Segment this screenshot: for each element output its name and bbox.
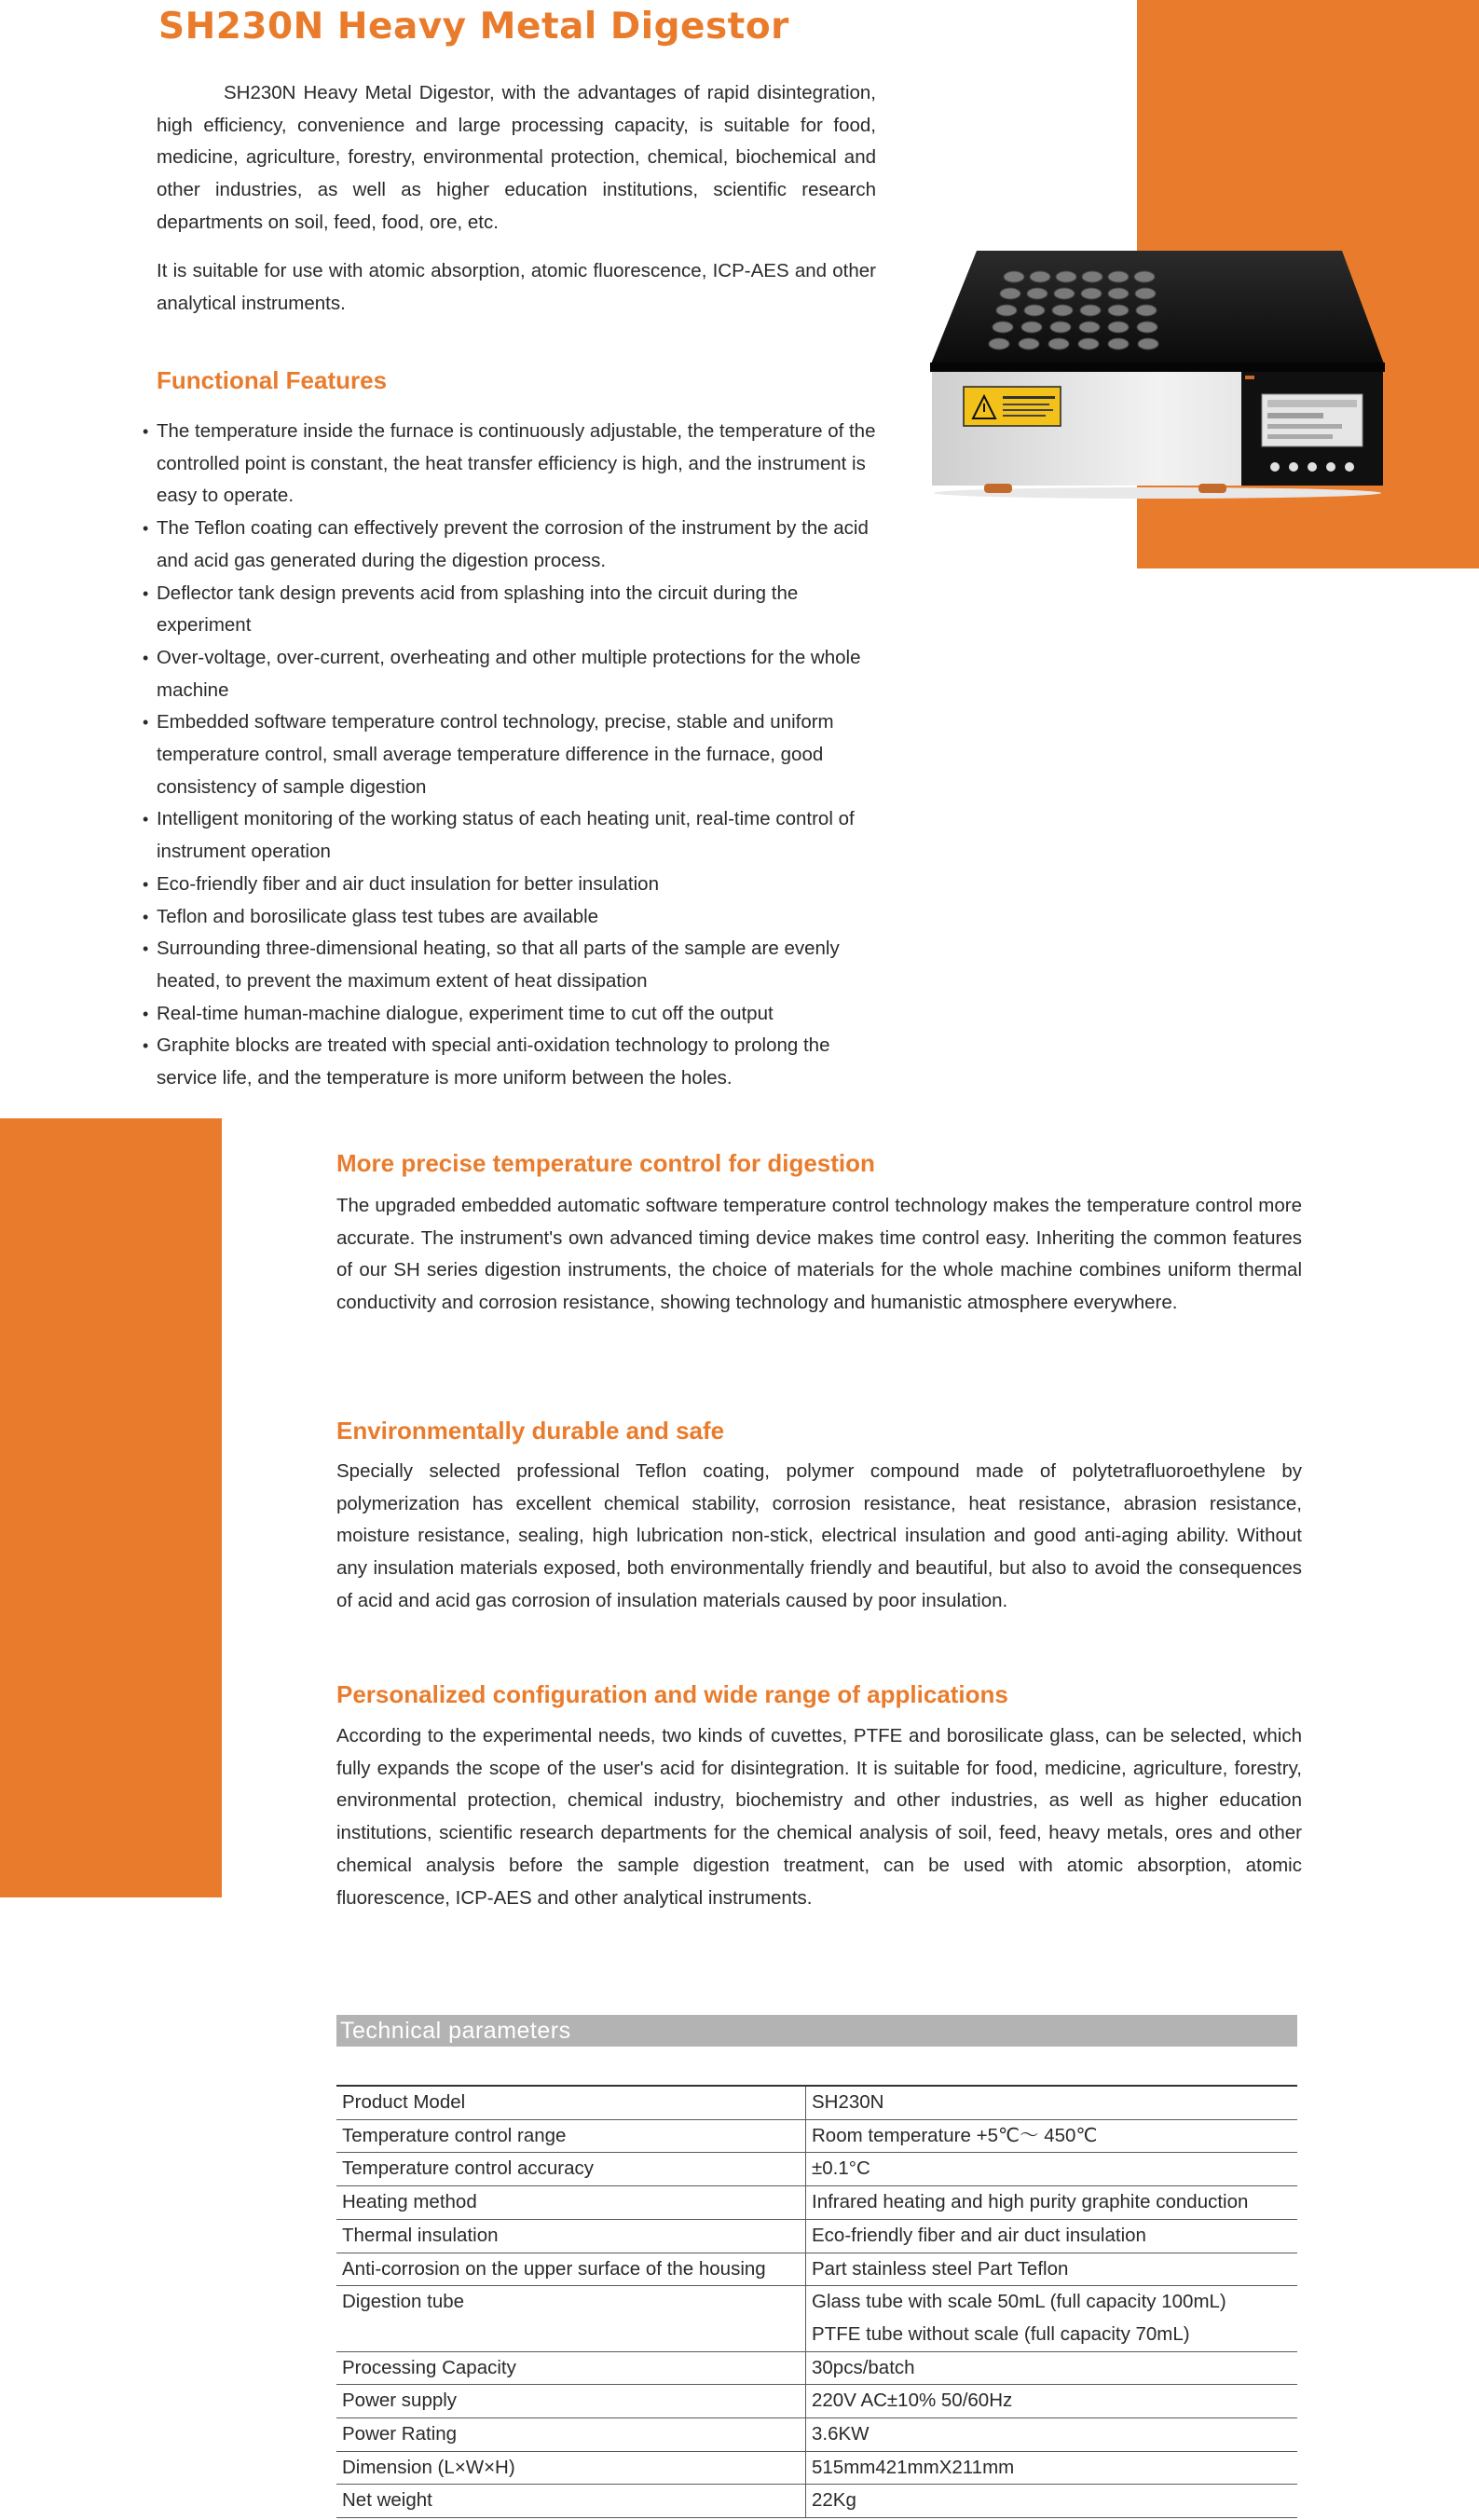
table-row <box>336 2086 1297 2119</box>
table-row <box>336 2351 1297 2385</box>
param-value: 515mm421mmX211mm <box>806 2451 1298 2485</box>
param-label: Dimension (L×W×H) <box>336 2451 806 2485</box>
intro-paragraph-1: SH230N Heavy Metal Digestor, with the advantages of rapid disintegration, high efficiency, convenience and large processing capacity, is suitable for food, medicine, agriculture, forestry, environmental protection, chemical, biochemical and other industries, as well as higher education institutions, scientific research departments on soil, feed, food, ore, etc. <box>157 82 876 233</box>
feature-item: • Intelligent monitoring of the working status of each heating unit, real-time control of instrument operation <box>157 803 876 868</box>
param-value: Infrared heating and high purity graphite conduction <box>806 2186 1298 2220</box>
section-heading-personalized-config: Personalized configuration and wide range of applications <box>336 1680 1008 1708</box>
param-value: 30pcs/batch <box>806 2351 1298 2385</box>
feature-item: • Over-voltage, over-current, overheating and other multiple protections for the whole machine <box>157 642 876 706</box>
feature-item: • Teflon and borosilicate glass test tubes are available <box>157 901 876 934</box>
heavy-metal-digestor-device-icon <box>928 249 1387 499</box>
section-heading-temperature-control: More precise temperature control for digestion <box>336 1149 875 1177</box>
table-row <box>336 2451 1297 2485</box>
param-label: Thermal insulation <box>336 2219 806 2253</box>
feature-item: • Deflector tank design prevents acid from splashing into the circuit during the experiment <box>157 578 876 642</box>
param-value <box>806 2286 1298 2351</box>
param-label: Product Model <box>336 2086 806 2119</box>
intro-paragraph-2: It is suitable for use with atomic absorption, atomic fluorescence, ICP-AES and other analytical instruments. <box>157 260 876 314</box>
feature-item: • The temperature inside the furnace is continuously adjustable, the temperature of the controlled point is constant, the heat transfer efficiency is high, and the instrument is easy to operate. <box>157 416 876 513</box>
param-label: Temperature control accuracy <box>336 2153 806 2186</box>
feature-item: • Embedded software temperature control technology, precise, stable and uniform temperature control, small average temperature difference in the furnace, good consistency of sample digestion <box>157 706 876 803</box>
feature-item: • Eco-friendly fiber and air duct insulation for better insulation <box>157 869 876 901</box>
technical-parameters-header: Technical parameters <box>336 2015 1297 2047</box>
param-value-line-2: PTFE tube without scale (full capacity 70mL) <box>812 2322 1190 2345</box>
param-label: Temperature control range <box>336 2119 806 2153</box>
bullet-icon: • <box>143 1004 149 1023</box>
param-value: SH230N <box>806 2086 1298 2119</box>
param-label: Power Rating <box>336 2418 806 2452</box>
bullet-icon: • <box>143 907 149 926</box>
table-row <box>336 2485 1297 2518</box>
param-value: Eco-friendly fiber and air duct insulation <box>806 2219 1298 2253</box>
feature-item: • Graphite blocks are treated with special anti-oxidation technology to prolong the service life, and the temperature is more uniform between the holes. <box>157 1030 876 1094</box>
param-value-line-1: Glass tube with scale 50mL (full capacity 100mL) <box>812 2291 1226 2313</box>
bullet-icon: • <box>143 422 149 441</box>
table-row <box>336 2153 1297 2186</box>
param-value: ±0.1°C <box>806 2153 1298 2186</box>
table-row <box>336 2186 1297 2220</box>
param-label: Net weight <box>336 2485 806 2518</box>
table-row <box>336 2119 1297 2153</box>
feature-item: • The Teflon coating can effectively prevent the corrosion of the instrument by the acid and acid gas generated during the digestion process. <box>157 513 876 577</box>
param-value: 22Kg <box>806 2485 1298 2518</box>
bullet-icon: • <box>143 1036 149 1056</box>
table-row <box>336 2253 1297 2286</box>
param-value: Part stainless steel Part Teflon <box>806 2253 1298 2286</box>
param-label: Anti-corrosion on the upper surface of the housing <box>336 2253 806 2286</box>
section-heading-durable-safe: Environmentally durable and safe <box>336 1417 725 1445</box>
page-title: SH230N Heavy Metal Digestor <box>158 6 789 48</box>
bullet-icon: • <box>143 583 149 603</box>
orange-decor-left <box>0 1118 222 1897</box>
bullet-icon: • <box>143 810 149 829</box>
table-row <box>336 2418 1297 2452</box>
param-label: Processing Capacity <box>336 2351 806 2385</box>
section-body-durable-safe: Specially selected professional Teflon coating, polymer compound made of polytetrafluoroethylene by polymerization has excellent chemical stability, corrosion resistance, heat resistance, abrasion resistance, moisture resistance, sealing, high lubrication non-stick, electrical insulation and good anti-aging ability. Without any insulation materials exposed, both environmentally friendly and beautiful, but also to avoid the consequences of acid and acid gas corrosion of insulation materials caused by poor insulation. <box>336 1460 1302 1611</box>
bullet-icon: • <box>143 713 149 733</box>
bullet-icon: • <box>143 939 149 959</box>
table-row <box>336 2385 1297 2418</box>
features-list <box>143 416 876 1095</box>
section-body-personalized-config: According to the experimental needs, two kinds of cuvettes, PTFE and borosilicate glass, can be selected, which fully expands the scope of the user's acid for disintegration. It is suitable for food, medicine, agriculture, forestry, environmental protection, chemical industry, biochemistry and other industries, as well as higher education institutions, scientific research departments for the chemical analysis of soil, feed, heavy metals, ores and other chemical analysis before the sample digestion treatment, can be used with atomic absorption, atomic fluorescence, ICP-AES and other analytical instruments. <box>336 1725 1302 1909</box>
param-label: Heating method <box>336 2186 806 2220</box>
table-row <box>336 2286 1297 2351</box>
param-label: Digestion tube <box>336 2286 806 2351</box>
param-value: 220V AC±10% 50/60Hz <box>806 2385 1298 2418</box>
bullet-icon: • <box>143 648 149 667</box>
technical-parameters-table <box>336 2085 1297 2518</box>
table-row <box>336 2219 1297 2253</box>
feature-item: • Real-time human-machine dialogue, experiment time to cut off the output <box>157 998 876 1031</box>
feature-item: • Surrounding three-dimensional heating, so that all parts of the sample are evenly heated, to prevent the maximum extent of heat dissipation <box>157 933 876 997</box>
section-body-temperature-control: The upgraded embedded automatic software temperature control technology makes the temperature control more accurate. The instrument's own advanced timing device makes time control easy. Inheriting the common features of our SH series digestion instruments, the choice of materials for the whole machine combines uniform thermal conductivity and corrosion resistance, showing technology and humanistic atmosphere everywhere. <box>336 1195 1302 1314</box>
param-label: Power supply <box>336 2385 806 2418</box>
features-heading: Functional Features <box>157 366 388 394</box>
param-value: Room temperature +5℃～ 450℃ <box>806 2119 1298 2153</box>
param-value: 3.6KW <box>806 2418 1298 2452</box>
bullet-icon: • <box>143 519 149 539</box>
bullet-icon: • <box>143 874 149 894</box>
